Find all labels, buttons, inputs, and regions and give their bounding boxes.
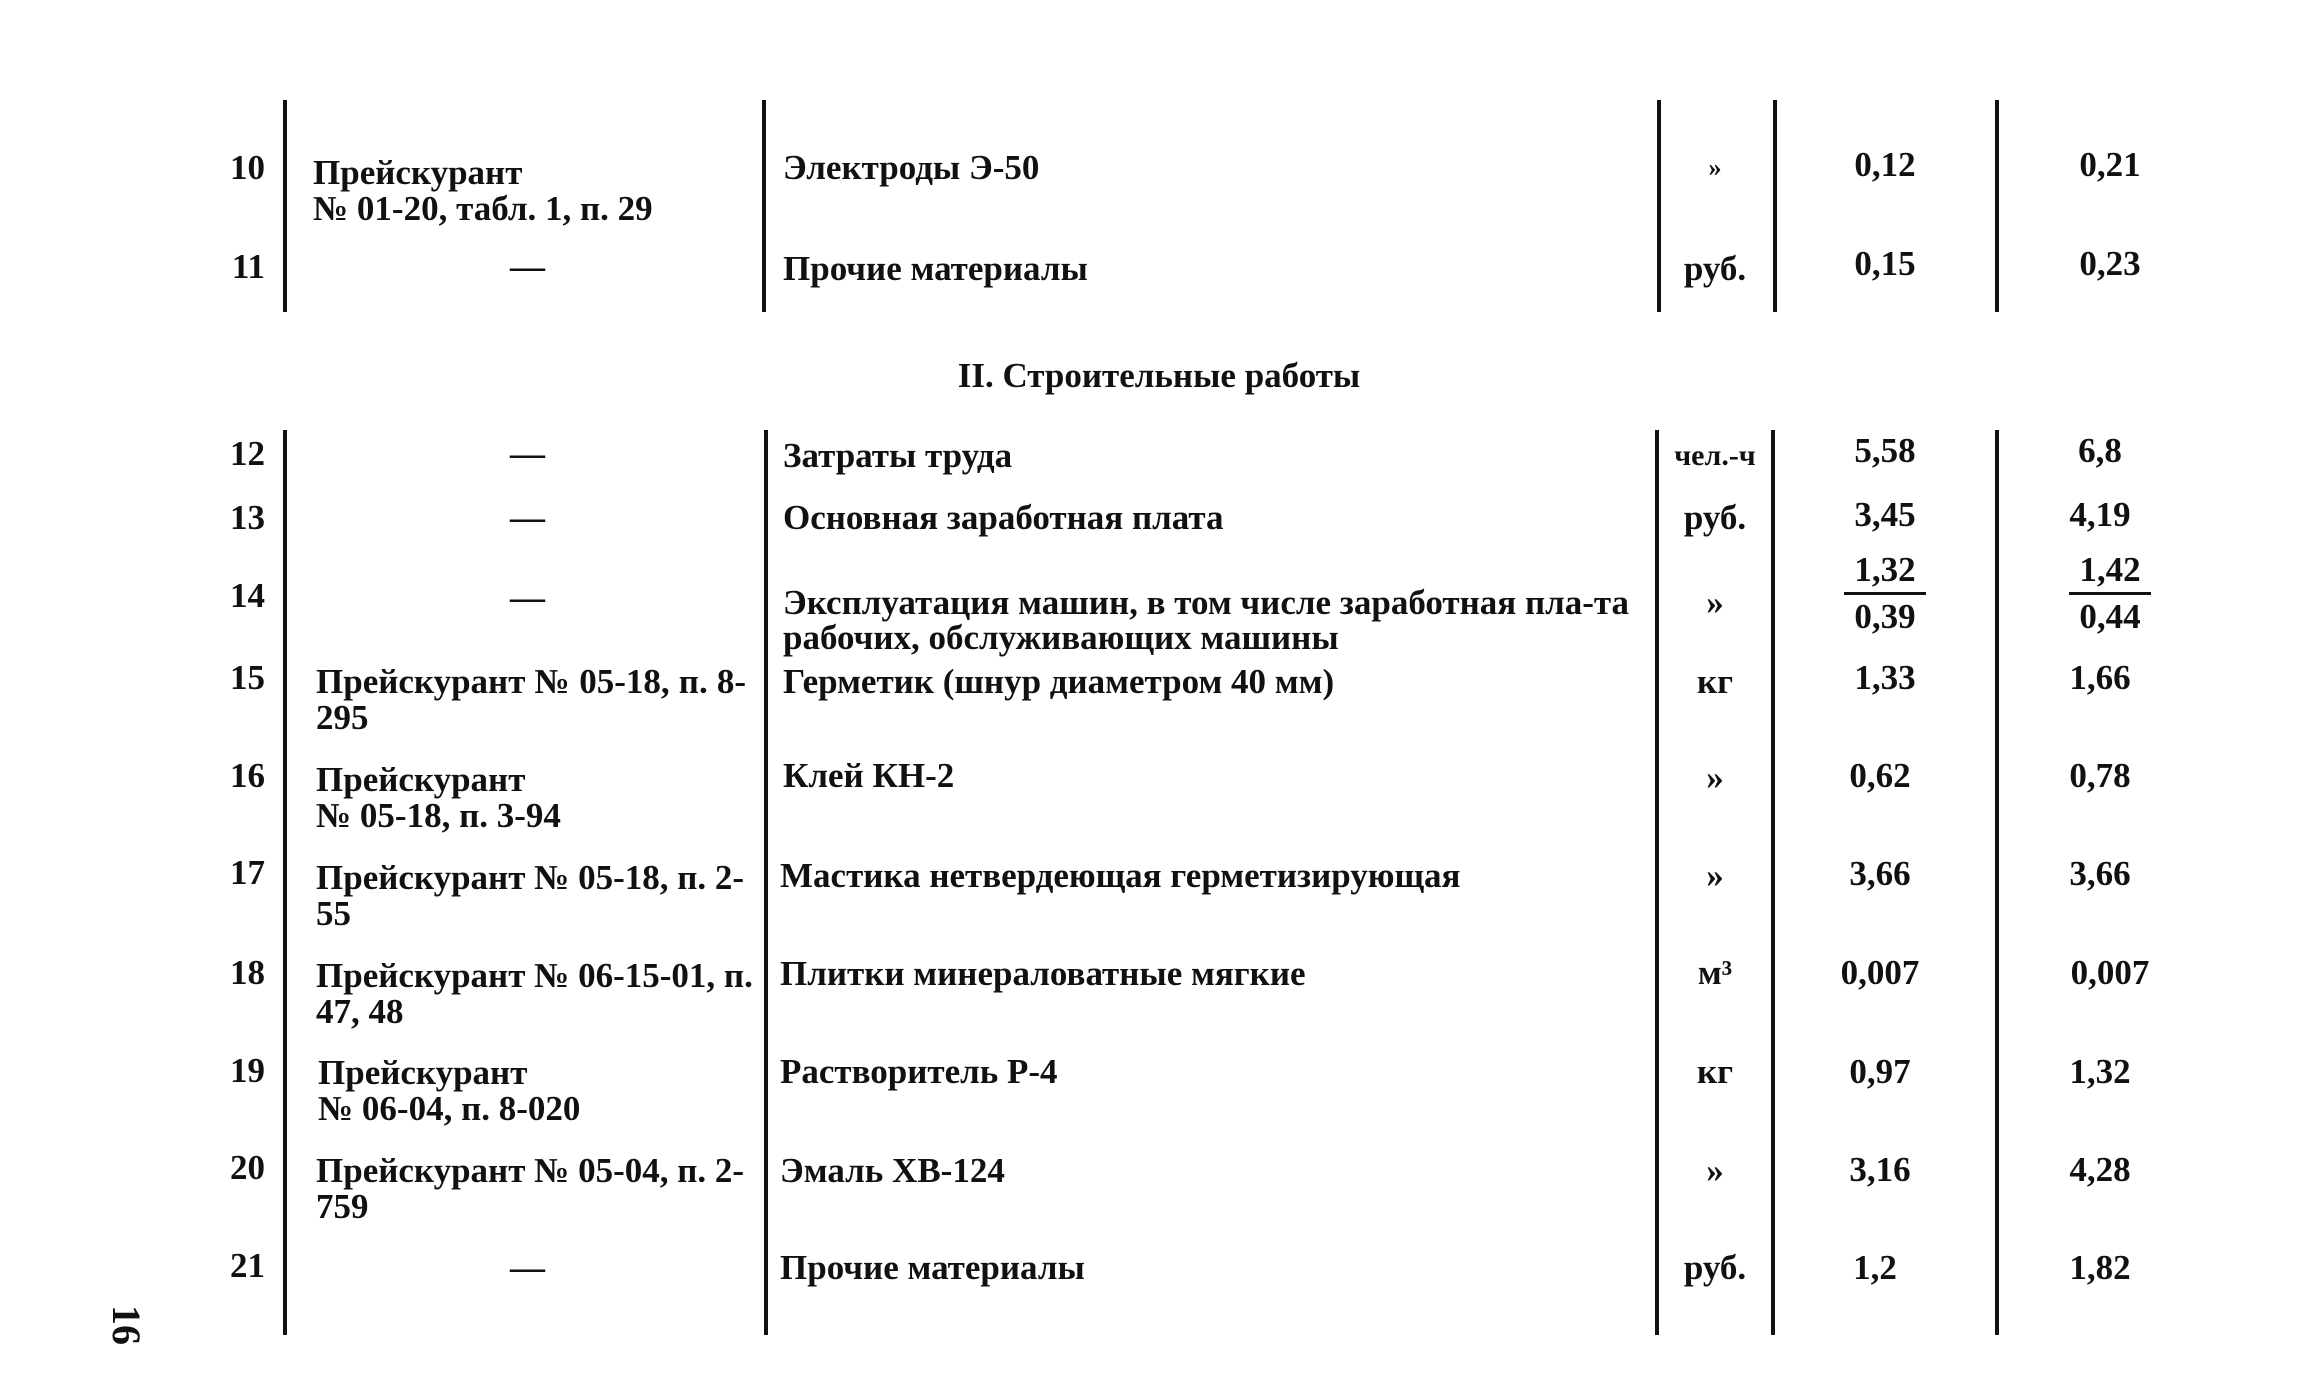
row-source: Прейскурант № 06-15-01, п. 47, 48 <box>316 956 753 1031</box>
row-value-1: 3,45 <box>1854 495 1916 534</box>
row-number: 11 <box>231 247 265 286</box>
row-number: 21 <box>230 1246 265 1285</box>
row-value-2: 1,82 <box>2069 1248 2131 1287</box>
row-source: Прейскурант № 06-04, п. 8-020 <box>318 1053 581 1128</box>
row-value-1: 5,58 <box>1854 431 1916 470</box>
row-description: Плитки минераловатные мягкие <box>780 954 1306 993</box>
row-value-2: 0,78 <box>2069 756 2131 795</box>
row-value-2: 0,23 <box>2079 244 2141 283</box>
fraction-numerator: 1,32 <box>1844 552 1925 595</box>
row-value-2: 3,66 <box>2069 854 2131 893</box>
row-description: Эксплуатация машин, в том числе заработная пла-та рабочих, обслуживающих машины <box>783 583 1630 657</box>
row-number: 12 <box>230 434 265 473</box>
row-value-1: 0,007 <box>1840 953 1920 992</box>
row-value-1: 0,62 <box>1849 756 1911 795</box>
row-description: Клей КН-2 <box>783 756 955 795</box>
row-unit: м³ <box>1697 953 1733 992</box>
row-number: 20 <box>230 1148 265 1187</box>
row-source: — <box>510 578 545 617</box>
row-value-1 <box>1805 552 1965 635</box>
row-value-2: 0,21 <box>2079 145 2141 184</box>
row-value-1: 0,97 <box>1849 1052 1911 1091</box>
row-value-2: 0,007 <box>2070 953 2150 992</box>
row-unit: кг <box>1696 1052 1734 1091</box>
column-rule <box>1655 430 1659 1335</box>
row-number: 19 <box>230 1051 265 1090</box>
row-number: 16 <box>230 756 265 795</box>
fraction-numerator: 1,42 <box>2069 552 2150 595</box>
row-source: Прейскурант № 05-18, п. 2-55 <box>316 858 745 933</box>
section-title: II. Строительные работы <box>957 356 1361 395</box>
row-number: 15 <box>230 658 265 697</box>
column-rule <box>1995 100 1999 312</box>
fraction-denominator: 0,39 <box>1854 597 1916 636</box>
row-value-2 <box>2030 552 2190 635</box>
row-unit: » <box>1706 758 1724 797</box>
row-unit: руб. <box>1683 249 1747 288</box>
row-value-1: 1,33 <box>1854 658 1916 697</box>
row-unit: руб. <box>1683 498 1747 537</box>
row-unit: » <box>1708 153 1722 182</box>
row-unit: » <box>1706 856 1724 895</box>
row-unit: чел.-ч <box>1674 439 1756 472</box>
row-value-2: 4,28 <box>2069 1150 2131 1189</box>
row-value-2: 1,66 <box>2069 658 2131 697</box>
row-number: 17 <box>230 853 265 892</box>
row-source: — <box>510 498 545 537</box>
row-value-1: 3,66 <box>1849 854 1911 893</box>
column-rule <box>1771 430 1775 1335</box>
fraction-denominator: 0,44 <box>2079 597 2141 636</box>
row-value-2: 6,8 <box>2078 431 2122 470</box>
row-description: Растворитель Р-4 <box>780 1052 1058 1091</box>
row-number: 14 <box>230 576 265 615</box>
row-description: Электроды Э-50 <box>783 148 1040 187</box>
row-source: — <box>510 1248 545 1287</box>
row-unit: руб. <box>1683 1248 1747 1287</box>
row-number: 18 <box>230 953 265 992</box>
row-source: — <box>510 434 545 473</box>
row-value-1: 0,12 <box>1854 145 1916 184</box>
row-unit: » <box>1706 1151 1724 1190</box>
row-source: Прейскурант № 05-18, п. 8-295 <box>316 662 746 737</box>
row-unit: кг <box>1696 662 1734 701</box>
fraction <box>1844 552 1925 635</box>
row-description: Мастика нетвердеющая герметизирующая <box>780 856 1461 895</box>
row-description: Герметик (шнур диаметром 40 мм) <box>783 662 1335 701</box>
row-source: — <box>510 247 545 286</box>
row-source: Прейскурант № 05-04, п. 2-759 <box>316 1151 745 1226</box>
row-number: 10 <box>230 148 265 187</box>
row-value-1: 0,15 <box>1854 244 1916 283</box>
row-description: Прочие материалы <box>783 249 1088 288</box>
row-value-2: 1,32 <box>2069 1052 2131 1091</box>
row-value-1: 3,16 <box>1849 1150 1911 1189</box>
row-unit: » <box>1706 583 1724 622</box>
row-number: 13 <box>230 498 265 537</box>
row-source: Прейскурант № 05-18, п. 3-94 <box>316 760 561 835</box>
column-rule <box>1995 430 1999 1335</box>
page-number: 16 <box>104 1305 149 1345</box>
row-description: Прочие материалы <box>780 1248 1085 1287</box>
row-description: Эмаль ХВ-124 <box>780 1151 1005 1190</box>
column-rule <box>764 430 768 1335</box>
row-value-2: 4,19 <box>2069 495 2131 534</box>
column-rule <box>283 100 287 312</box>
column-rule <box>283 430 287 1335</box>
fraction <box>2069 552 2150 635</box>
row-source: Прейскурант № 01-20, табл. 1, п. 29 <box>313 153 653 228</box>
row-value-1: 1,2 <box>1853 1248 1897 1287</box>
row-description: Затраты труда <box>783 436 1013 475</box>
row-description: Основная заработная плата <box>783 498 1224 537</box>
column-rule <box>1773 100 1777 312</box>
